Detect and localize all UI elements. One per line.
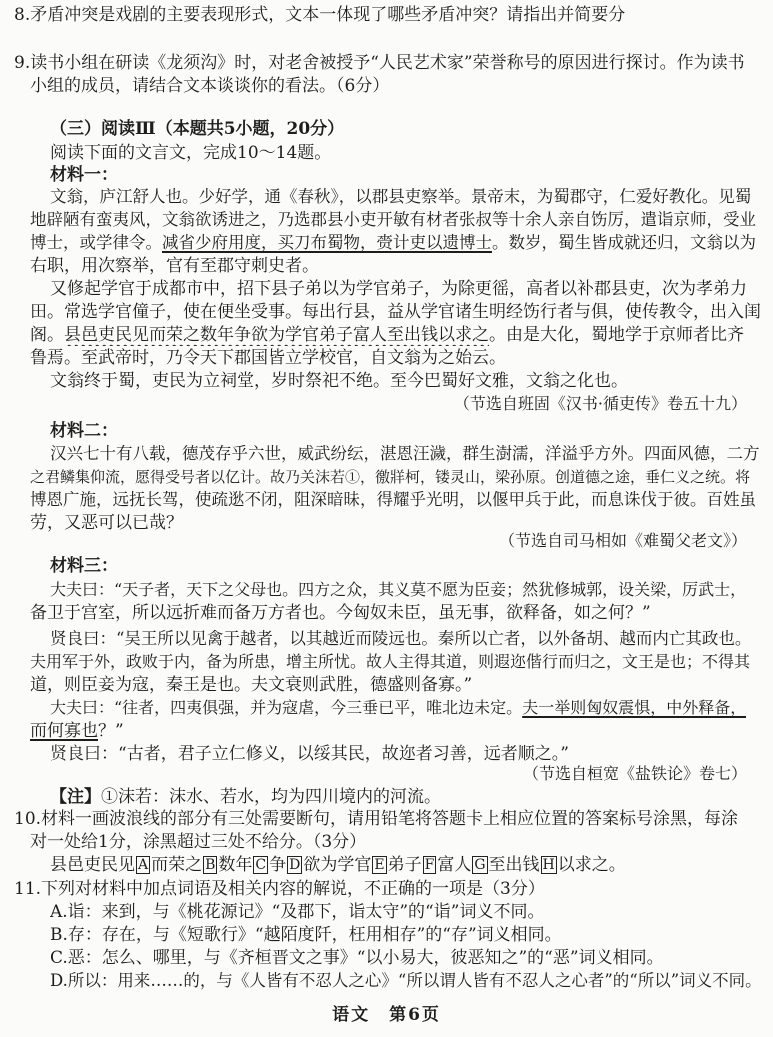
material1-wavy-line-passage: 县邑吏民见而荣之数年争欲为学官弟子富人至出钱以求之: [64, 325, 489, 345]
material1-p2-line1: 又修起学官于成都市中，招下县子弟以为学官弟子，为除更徭，高者以补郡县吏，次为孝弟力: [50, 279, 747, 299]
answer-box-h[interactable]: H: [542, 857, 555, 873]
material3-p1-line1: 大夫曰：“天子者，天下之父母也。四方之众，其义莫不愿为臣妾；然犹修城郭，设关梁，厉武士，: [50, 580, 747, 599]
material3-underlined-sentence: 夫一举则匈奴震惧，中外释备，: [522, 698, 747, 717]
q10-segment: 欲为学官: [303, 855, 372, 875]
material1-underlined-sentence: 减省少府用度，买刀布蜀物，赍计吏以遗博士: [162, 233, 492, 252]
material1-p2-line3: [30, 324, 744, 346]
answer-box-g[interactable]: G: [474, 857, 486, 873]
material3-source: （节选自桓宽《盐铁论》卷七）: [522, 764, 747, 783]
answer-box-d[interactable]: D: [289, 857, 301, 873]
material3-p3-text: 大夫曰：“往者，四夷俱强，并为寇虐，今三垂已平，唯北边未定。: [50, 698, 523, 717]
material1-source: （节选自班固《汉书·循吏传》卷五十九）: [453, 394, 747, 413]
question-10-answer-line: [50, 854, 626, 876]
footnote-text: ①沫若：沫水、若水，均为四川境内的河流。: [101, 787, 441, 807]
material2-line4: 劳，又恶可以已哉？: [30, 513, 183, 533]
material1-p2-line2: 田。常选学官僮子，使在便坐受事。每出行县，益从学官诸生明经饬行者与俱，使传教令，出入闺: [30, 302, 761, 322]
q10-segment: 争: [269, 855, 287, 875]
material2-label: 材料二：: [50, 421, 118, 441]
answer-box-b[interactable]: B: [205, 857, 216, 873]
answer-box-a[interactable]: A: [138, 857, 149, 873]
footnote: [50, 786, 441, 808]
material1-p2-line3-end: 。由是大化，蜀地学于京师者比齐: [489, 325, 744, 345]
q11-option-d[interactable]: D.所以：用来……的，与《人皆有不忍人之心》“所以谓人皆有不忍人之心者”的“所以”词义不同。: [50, 971, 762, 990]
material1-p1-line3: [30, 232, 756, 254]
question-9-line1: 9.读书小组在研读《龙须沟》时，对老舍被授予“人民艺术家”荣誉称号的原因进行探讨。作为读书: [14, 53, 745, 73]
material3-underlined-sentence-end: 而何寡也: [30, 721, 98, 741]
material1-p2-line3-start: 阁。: [30, 325, 64, 345]
material1-p1-line3-start: 博士，或学律令。: [30, 233, 162, 252]
material1-p1-line4: 右职，用次察举，官有至郡守刺史者。: [30, 256, 319, 276]
section-title: （三）阅读Ⅲ（本题共5小题，20分）: [50, 119, 345, 139]
material2-line1: 汉兴七十有八载，德茂存乎六世，威武纷纭，湛恩汪濊，群生澍濡，洋溢乎方外。四面风德，二方: [50, 444, 760, 463]
material1-p3: 文翁终于蜀，吏民为立祠堂，岁时祭祀不绝。至今巴蜀好文雅，文翁之化也。: [50, 371, 628, 391]
material3-p3-close: ？”: [98, 721, 124, 741]
answer-box-c[interactable]: C: [255, 857, 267, 873]
footnote-label: 【注】: [50, 787, 101, 807]
question-9-line2: 小组的成员，请结合文本谈谈你的看法。（6分）: [30, 76, 390, 96]
q10-segment: 而荣之: [151, 855, 203, 875]
material3-p3-line1: [50, 697, 746, 719]
material1-label: 材料一：: [50, 165, 118, 185]
q10-segment: 县邑吏民见: [50, 855, 135, 875]
material3-p2-line1: 贤良曰：“吴王所以见禽于越者，以其越近而陵远也。秦所以亡者，以外备胡、越而内亡其政也。: [50, 629, 752, 648]
material1-p1-line3-end: 。数岁，蜀生皆成就还归，文翁以为: [492, 233, 756, 252]
answer-box-f[interactable]: F: [424, 857, 435, 873]
question-8: 8.矛盾冲突是戏剧的主要表现形式，文本一体现了哪些矛盾冲突？请指出并简要分: [14, 5, 626, 25]
material2-line2: 之君鳞集仰流，愿得受号者以亿计。故乃关沫若①，徼牂柯，镂灵山，梁孙原。创道德之途，垂仁义之统。将: [30, 468, 751, 486]
material1-p1-line2: 地辟陋有蛮夷风，文翁欲诱进之，乃选郡县小吏开敏有材者张叔等十余人亲自饬厉，遣诣京师，受业: [30, 210, 756, 229]
question-11-stem: 11.下列对材料中加点词语及相关内容的解说，不正确的一项是（3分）: [14, 879, 545, 899]
q10-segment: 数年: [218, 855, 253, 875]
material1-p1-line1: 文翁，庐江舒人也。少好学，通《春秋》，以郡县吏察举。景帝末，为蜀郡守，仁爱好教化。见蜀: [50, 187, 752, 206]
q11-option-c[interactable]: C.恶：怎么、哪里，与《齐桓晋文之事》“以小易大，彼恶知之”的“恶”词义相同。: [50, 948, 664, 968]
question-10-line1: 10.材料一画波浪线的部分有三处需要断句，请用铅笔将答题卡上相应位置的答案标号涂黑，每涂: [14, 809, 739, 829]
material3-p2-line2: 夫用军于外，政败于内，备为所患，增主所忧。故人主得其道，则遐迩偕行而归之，文王是也；不得其: [30, 652, 751, 671]
q10-segment: 以求之。: [557, 855, 626, 875]
question-10-line2: 对一处给1分，涂黑超过三处不给分。（3分）: [30, 832, 367, 852]
q10-segment: 富人: [437, 855, 472, 875]
material1-p2-line4: 鲁焉。至武帝时，乃令天下郡国皆立学校官，自文翁为之始云。: [30, 348, 506, 368]
page-footer: 语文 第6页: [332, 1005, 441, 1025]
q11-option-a[interactable]: A.诣：来到，与《桃花源记》“及郡下，诣太守”的“诣”词义不同。: [50, 902, 545, 922]
material3-label: 材料三：: [50, 556, 118, 576]
material2-line3: 博恩广施，远抚长驾，使疏逖不闭，阻深暗昧，得耀乎光明，以偃甲兵于此，而息诛伐于彼。百姓虽: [30, 490, 756, 509]
q11-option-b[interactable]: B.存：存在，与《短歌行》“越陌度阡，枉用相存”的“存”词义相同。: [50, 925, 562, 945]
material3-p4: 贤良曰：“古者，君子立仁修义，以绥其民，故迩者习善，远者顺之。”: [50, 744, 569, 764]
material3-p2-line3: 道，则臣妾为寇，秦王是也。夫文衰则武胜，德盛则备寡。”: [30, 675, 473, 695]
material3-p3-line2: [30, 720, 124, 742]
q10-segment: 至出钱: [488, 855, 540, 875]
material3-p1-line2: 备卫于宫室，所以远折难而备万方者也。今匈奴未臣，虽无事，欲释备，如之何？”: [30, 603, 651, 623]
q10-segment: 弟子: [387, 855, 422, 875]
material2-source: （节选自司马相如《难蜀父老文》）: [498, 531, 747, 550]
section-instruction: 阅读下面的文言文，完成10～14题。: [50, 143, 332, 163]
answer-box-e[interactable]: E: [374, 857, 385, 873]
